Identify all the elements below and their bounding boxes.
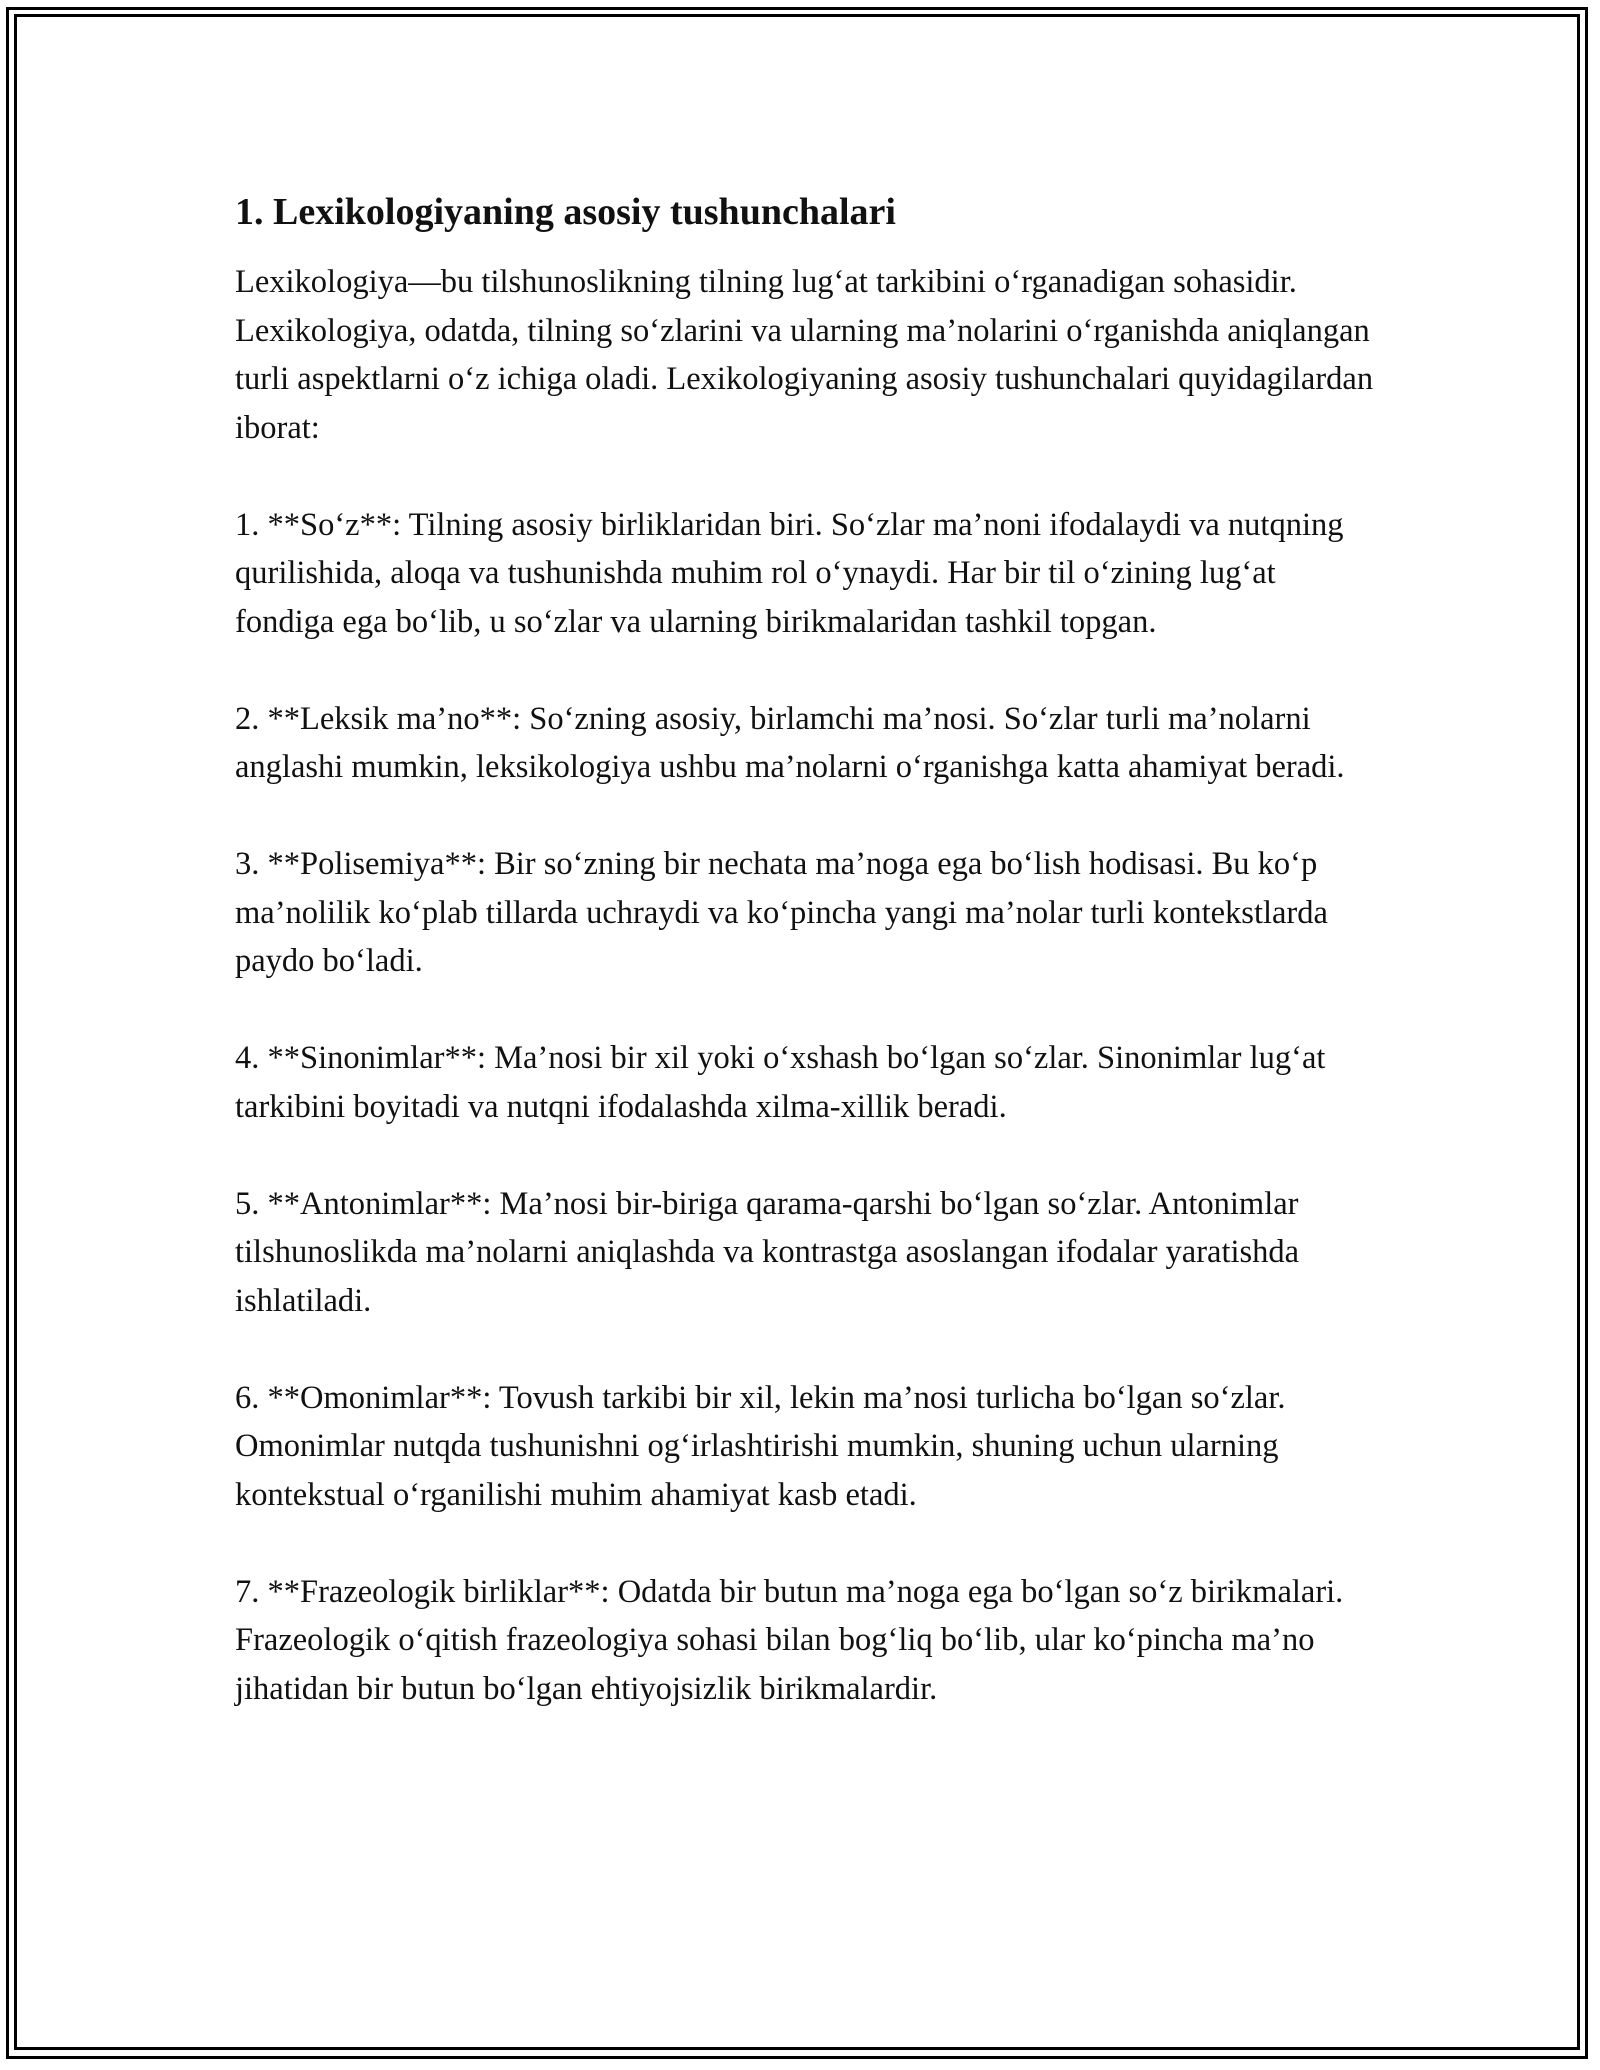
document-title: 1. Lexikologiyaning asosiy tushunchalari (235, 191, 896, 233)
paragraph-frazeologik-birliklar: 7. **Frazeologik birliklar**: Odatda bir butun ma’noga ega bo‘lgan so‘z birikmalari. Frazeologik o‘qitish frazeologiya sohasi bilan bog‘liq bo‘lib, ular ko‘pincha ma’no jihatidan bir butun bo‘lgan ehtiyojsizlik birikmalardir. (235, 1573, 1344, 1707)
intro-paragraph: Lexikologiya—bu tilshunoslikning tilning lug‘at tarkibini o‘rganadigan sohasidir. Lexikologiya, odatda, tilning so‘zlarini va ularning ma’nolarini o‘rganishda aniqlangan turli aspektlarni o‘z ichiga oladi. Lexikologiyaning asosiy tushunchalari quyidagilardan iborat: (235, 264, 1374, 446)
paragraph-antonimlar: 5. **Antonimlar**: Ma’nosi bir-biriga qarama-qarshi bo‘lgan so‘zlar. Antonimlar tilshunoslikda ma’nolarni aniqlashda va kontrastga asoslangan ifodalar yaratishda ishlatiladi. (235, 1185, 1300, 1319)
paragraph-leksik-mano: 2. **Leksik ma’no**: So‘zning asosiy, birlamchi ma’nosi. So‘zlar turli ma’nolarni anglashi mumkin, leksikologiya ushbu ma’nolarni o‘rganishga katta ahamiyat beradi. (235, 700, 1345, 785)
paragraph-polisemiya: 3. **Polisemiya**: Bir so‘zning bir nechata ma’noga ega bo‘lish hodisasi. Bu ko‘p ma’nolilik ko‘plab tillarda uchraydi va ko‘pincha yangi ma’nolar turli kontekstlarda paydo bo‘ladi. (235, 846, 1328, 979)
paragraph-soz: 1. **So‘z**: Tilning asosiy birliklaridan biri. So‘zlar ma’noni ifodalaydi va nutqning qurilishida, aloqa va tushunishda muhim rol o‘ynaydi. Har bir til o‘zining lug‘at fondiga ega bo‘lib, u so‘zlar va ularning birikmalaridan tashkil topgan. (235, 506, 1344, 640)
paragraph-sinonimlar: 4. **Sinonimlar**: Ma’nosi bir xil yoki o‘xshash bo‘lgan so‘zlar. Sinonimlar lug‘at tarkibini boyitadi va nutqni ifodalashda xilma-xillik beradi. (235, 1040, 1326, 1125)
document-body (235, 188, 1375, 1762)
paragraph-omonimlar: 6. **Omonimlar**: Tovush tarkibi bir xil, lekin ma’nosi turlicha bo‘lgan so‘zlar. Omonimlar nutqda tushunishni og‘irlashtirishi mumkin, shuning uchun ularning kontekstual o‘rganilishi muhim ahamiyat kasb etadi. (235, 1379, 1286, 1513)
